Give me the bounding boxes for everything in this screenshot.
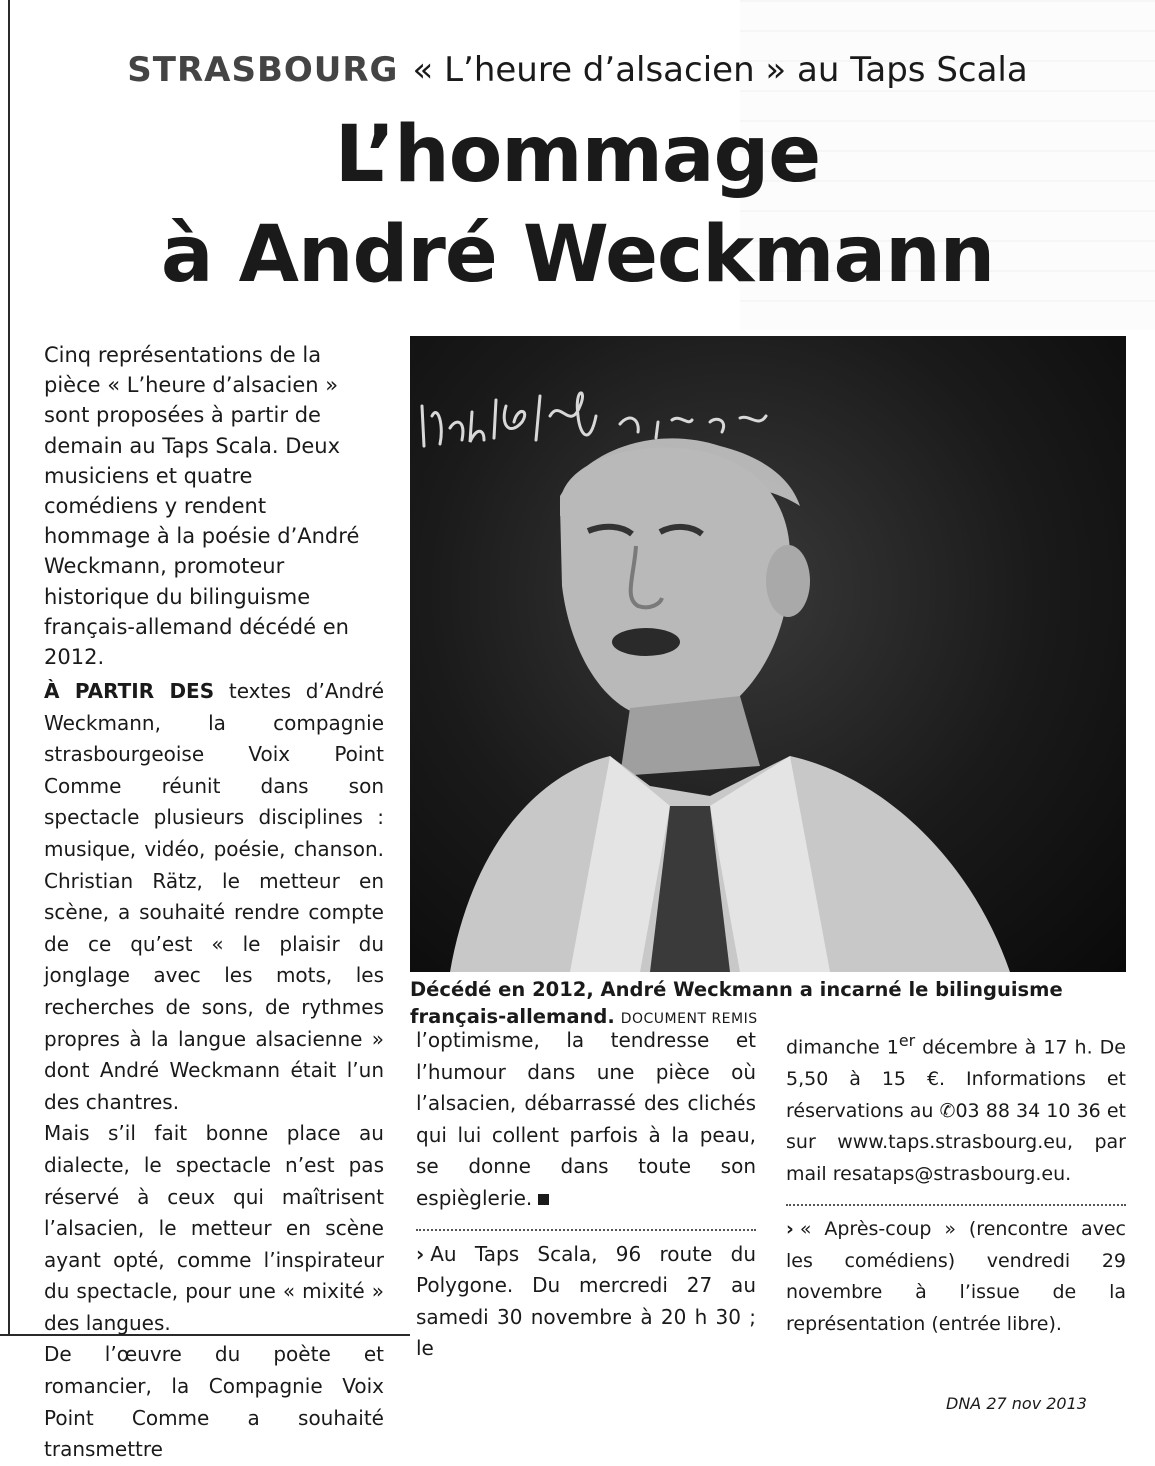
info-separator-2 bbox=[786, 1204, 1126, 1206]
face-shape bbox=[560, 448, 790, 720]
info-dates-sup: er bbox=[898, 1031, 916, 1050]
article-column-3 bbox=[786, 1025, 1126, 1341]
source-note: DNA 27 nov 2013 bbox=[946, 1394, 1087, 1413]
info-dates bbox=[786, 1025, 1126, 1190]
body-paragraph-4-text: l’optimisme, la tendresse et l’humour dans une pièce où l’alsacien, débarrassé des clichés qui lui collent parfois à la peau, se donne dans toute son espièglerie. bbox=[416, 1028, 756, 1210]
info-dates-post: décembre à 17 h. De 5,50 à 15 €. Informations et réservations au ✆03 88 34 10 36 et sur www.taps.strasbourg.eu, par mail resataps@strasbourg.eu. bbox=[786, 1036, 1126, 1185]
body-paragraph-1 bbox=[44, 676, 384, 1118]
headline-line-1: L’hommage bbox=[334, 110, 821, 200]
info-after-text: « Après-coup » (rencontre avec les comédiens) vendredi 29 novembre à l’issue de la représentation (entrée libre). bbox=[786, 1218, 1126, 1336]
ear-shape bbox=[766, 545, 810, 617]
body-paragraph-2: Mais s’il fait bonne place au dialecte, le spectacle n’est pas réservé à ceux qui maîtrisent l’alsacien, le metteur en scène ayant opté, comme l’inspirateur du spectacle, pour une « mixité » des langues. bbox=[44, 1121, 384, 1335]
signature-scribble bbox=[422, 393, 766, 446]
kicker-city: STRASBOURG bbox=[127, 50, 399, 90]
kicker-topic: « L’heure d’alsacien » au Taps Scala bbox=[412, 50, 1028, 90]
mouth-shape bbox=[612, 628, 680, 656]
kicker bbox=[0, 48, 1155, 92]
body-paragraph-1-text: textes d’André Weckmann, la compagnie strasbourgeoise Voix Point Comme réunit dans son spectacle plusieurs disciplines : musique, vidéo, poésie, chanson. Christian Rätz, le metteur en scène, a souhaité rendre compte de ce qu’est « le plaisir du jonglage avec les mots, les recherches de sons, de rythmes propres à la langue alsacienne » dont André Weckmann était l’un des chantres. bbox=[44, 679, 384, 1114]
info-after bbox=[786, 1214, 1126, 1340]
photo-credit: DOCUMENT REMIS bbox=[620, 1011, 758, 1027]
neck-shape bbox=[620, 696, 760, 776]
portrait-illustration bbox=[410, 336, 1126, 972]
caption-text: Décédé en 2012, André Weckmann a incarné le bilinguisme français-allemand. bbox=[410, 978, 1063, 1028]
arrow-icon: › bbox=[416, 1241, 425, 1266]
standfirst-text: Cinq représentations de la pièce « L’heure d’alsacien » sont proposées à partir de demain au Taps Scala. Deux musiciens et quatre comédiens y rendent hommage à la poésie d’André Weckmann, promoteur historique du bilinguisme français-allemand décédé en 2012. bbox=[44, 343, 360, 670]
info-venue-text: Au Taps Scala, 96 route du Polygone. Du mercredi 27 au samedi 30 novembre à 20 h 30 ; le bbox=[416, 1241, 756, 1361]
article-column-1 bbox=[44, 676, 384, 1466]
headline-line-2: à André Weckmann bbox=[160, 210, 995, 300]
info-separator bbox=[416, 1229, 756, 1231]
end-square-icon bbox=[538, 1194, 549, 1205]
left-border-rule bbox=[8, 0, 10, 1335]
lead-in: À PARTIR DES bbox=[44, 679, 215, 703]
info-dates-pre: dimanche 1 bbox=[786, 1036, 899, 1059]
article-standfirst bbox=[44, 340, 364, 672]
body-paragraph-3: De l’œuvre du poète et romancier, la Compagnie Voix Point Comme a souhaité transmettre bbox=[44, 1342, 384, 1462]
portrait-photo bbox=[410, 336, 1126, 972]
info-venue-block bbox=[416, 1239, 756, 1365]
body-paragraph-4 bbox=[416, 1025, 756, 1215]
article-column-2 bbox=[416, 1025, 756, 1365]
arrow-icon: › bbox=[786, 1218, 794, 1241]
